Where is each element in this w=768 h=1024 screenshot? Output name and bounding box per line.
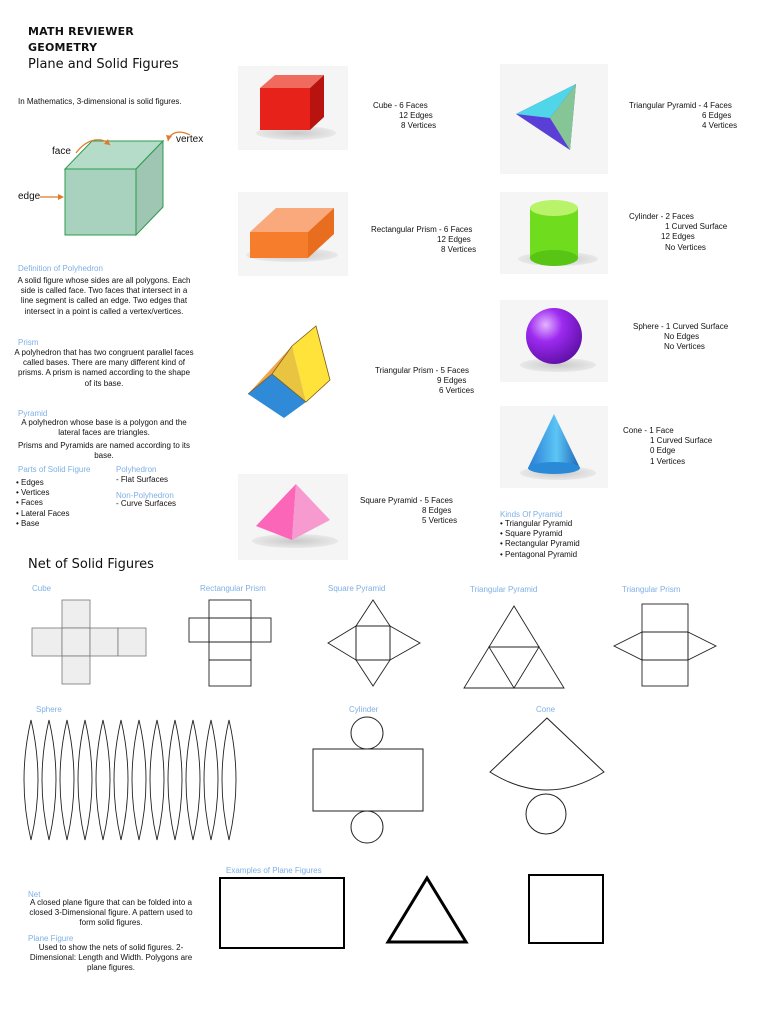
- cube-net: [30, 598, 150, 688]
- plane-def-text: Used to show the nets of solid figures. 2-Dimensional: Length and Width. Polygons are plane figures.: [29, 943, 193, 973]
- pyramid-def-text: A polyhedron whose base is a polygon and the lateral faces are triangles.: [21, 418, 187, 438]
- section-title-plane-solid: Plane and Solid Figures: [28, 57, 179, 72]
- list-item: • Lateral Faces: [16, 509, 70, 519]
- pyramid-def-text2: Prisms and Pyramids are named according to its base.: [17, 441, 191, 461]
- net-label-cube: Cube: [32, 584, 52, 593]
- net-label-cone: Cone: [536, 705, 556, 714]
- nonpolyhedron-desc: - Curve Surfaces: [116, 499, 177, 508]
- cube-desc: Cube - 6 Faces 12 Edges 8 Vertices: [373, 101, 437, 131]
- square-pyramid-net: [326, 598, 422, 690]
- cylinder-net: [310, 716, 426, 846]
- list-item: • Triangular Pyramid: [500, 519, 580, 529]
- net-label-sphere: Sphere: [36, 705, 62, 714]
- net-label-tri-prism: Triangular Prism: [622, 585, 681, 594]
- cone-net: [486, 716, 608, 838]
- parts-title: Parts of Solid Figure: [18, 465, 91, 474]
- net-label-cylinder: Cylinder: [349, 705, 379, 714]
- polyhedron-title: Polyhedron: [116, 465, 157, 474]
- pyramid-def-title: Pyramid: [18, 409, 48, 418]
- square-pyramid-desc: Square Pyramid - 5 Faces 8 Edges 5 Vertices: [360, 496, 458, 526]
- list-item: • Pentagonal Pyramid: [500, 550, 580, 560]
- edge-label: edge: [18, 191, 41, 202]
- polyhedron-desc: - Flat Surfaces: [116, 475, 169, 484]
- list-item: • Edges: [16, 478, 70, 488]
- square-pyramid-image: [238, 474, 348, 560]
- tri-pyramid-desc: Triangular Pyramid - 4 Faces 6 Edges 4 Vertices: [629, 101, 738, 131]
- polyhedron-def-title: Definition of Polyhedron: [18, 264, 103, 273]
- net-label-tri-pyramid: Triangular Pyramid: [470, 585, 538, 594]
- kinds-pyramid-title: Kinds Of Pyramid: [500, 510, 563, 519]
- list-item: • Vertices: [16, 488, 70, 498]
- examples-plane-title: Examples of Plane Figures: [226, 866, 322, 875]
- rect-prism-image: [238, 192, 348, 276]
- tri-prism-image: [244, 320, 332, 420]
- net-def-title: Net: [28, 890, 41, 899]
- plane-square: [526, 872, 606, 946]
- net-label-rect-prism: Rectangular Prism: [200, 584, 266, 593]
- section-title-nets: Net of Solid Figures: [28, 557, 154, 572]
- list-item: • Rectangular Pyramid: [500, 539, 580, 549]
- cone-image: [500, 406, 608, 488]
- cube-image: [238, 66, 348, 150]
- kinds-pyramid-list: [500, 519, 580, 560]
- plane-triangle: [384, 874, 470, 946]
- tri-prism-net: [612, 602, 718, 688]
- cylinder-image: [500, 192, 608, 274]
- sphere-net: [20, 718, 248, 842]
- rect-prism-net: [188, 598, 274, 690]
- list-item: • Square Pyramid: [500, 529, 580, 539]
- sphere-image: [500, 300, 608, 382]
- tri-pyramid-image: [500, 64, 608, 174]
- nonpolyhedron-title: Non-Polyhedron: [116, 491, 174, 500]
- list-item: • Faces: [16, 498, 70, 508]
- cone-desc: Cone - 1 Face 1 Curved Surface 0 Edge 1 Vertices: [623, 426, 713, 466]
- intro-text: In Mathematics, 3-dimensional is solid figures.: [18, 97, 182, 106]
- sphere-desc: Sphere - 1 Curved Surface No Edges No Vertices: [633, 322, 729, 352]
- net-def-text: A closed plane figure that can be folded into a closed 3-Dimensional figure. A pattern used to form solid figures.: [29, 898, 193, 928]
- doc-title: MATH REVIEWER: [28, 25, 134, 38]
- tri-prism-desc: Triangular Prism - 5 Faces 9 Edges 6 Vertices: [375, 366, 475, 396]
- prism-def-title: Prism: [18, 338, 39, 347]
- face-label: face: [52, 146, 71, 157]
- cylinder-desc: Cylinder - 2 Faces 1 Curved Surface 12 Edges No Vertices: [629, 212, 728, 252]
- prism-def-text: A polyhedron that has two congruent parallel faces called bases. There are many different kind of prisms. A prism is named according to the shape of its base.: [14, 348, 194, 388]
- doc-subtitle: GEOMETRY: [28, 41, 98, 54]
- parts-list: [16, 478, 70, 529]
- rect-prism-desc: Rectangular Prism - 6 Faces 12 Edges 8 Vertices: [371, 225, 477, 255]
- plane-rectangle: [218, 876, 348, 952]
- tri-pyramid-net: [462, 604, 566, 690]
- vertex-label: vertex: [176, 134, 204, 145]
- polyhedron-def-text: A solid figure whose sides are all polygons. Each side is called face. Two faces that intersect in a line segment is called an edge. Two edges that intersect in a point is called a vertex/vertices.: [17, 276, 191, 316]
- list-item: • Base: [16, 519, 70, 529]
- plane-def-title: Plane Figure: [28, 934, 74, 943]
- net-label-square-pyramid: Square Pyramid: [328, 584, 386, 593]
